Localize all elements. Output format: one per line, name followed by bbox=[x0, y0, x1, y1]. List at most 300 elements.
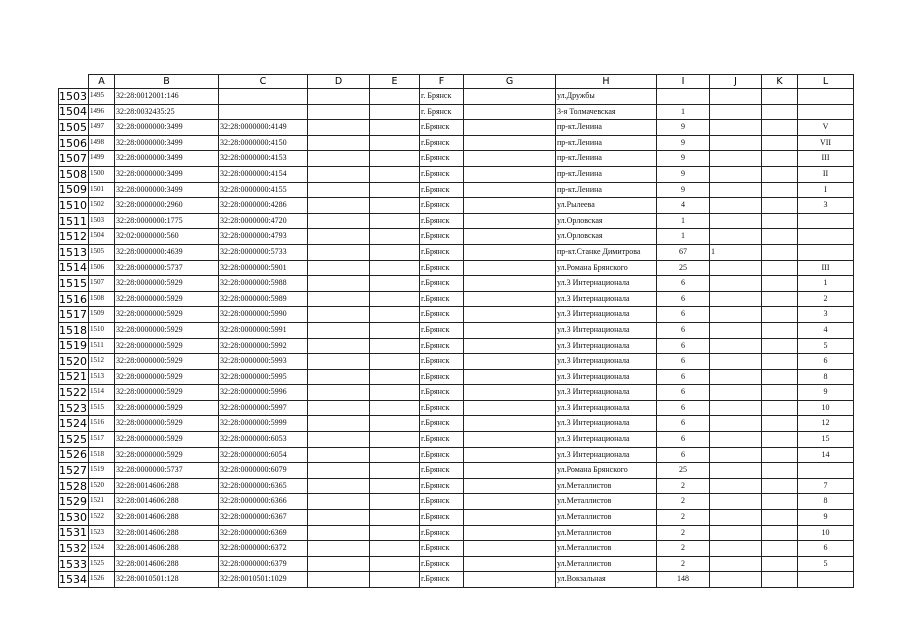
cell-g[interactable] bbox=[464, 166, 556, 182]
cell-f[interactable]: г.Брянск bbox=[420, 276, 464, 292]
cell-i[interactable]: 2 bbox=[657, 478, 710, 494]
cell-k[interactable] bbox=[762, 494, 798, 510]
cell-e[interactable] bbox=[370, 525, 420, 541]
cell-d[interactable] bbox=[308, 447, 370, 463]
cell-i[interactable]: 9 bbox=[657, 166, 710, 182]
cell-l[interactable]: V bbox=[798, 120, 854, 136]
cell-h[interactable]: пр-кт.Ленина bbox=[556, 120, 657, 136]
cell-a[interactable]: 1526 bbox=[89, 572, 115, 588]
cell-j[interactable] bbox=[710, 198, 762, 214]
cell-g[interactable] bbox=[464, 400, 556, 416]
cell-h[interactable]: ул.3 Интернационала bbox=[556, 307, 657, 323]
cell-g[interactable] bbox=[464, 572, 556, 588]
cell-f[interactable]: г.Брянск bbox=[420, 307, 464, 323]
cell-f[interactable]: г.Брянск bbox=[420, 400, 464, 416]
cell-j[interactable] bbox=[710, 151, 762, 167]
select-all-corner[interactable] bbox=[59, 75, 89, 89]
cell-k[interactable] bbox=[762, 291, 798, 307]
cell-k[interactable] bbox=[762, 276, 798, 292]
cell-b[interactable]: 32:28:0000000:5929 bbox=[115, 447, 219, 463]
cell-f[interactable]: г.Брянск bbox=[420, 354, 464, 370]
row-header[interactable]: 1505 bbox=[59, 120, 87, 134]
cell-e[interactable] bbox=[370, 572, 420, 588]
cell-i[interactable]: 6 bbox=[657, 447, 710, 463]
cell-g[interactable] bbox=[464, 556, 556, 572]
cell-k[interactable] bbox=[762, 89, 798, 105]
cell-b[interactable]: 32:28:0000000:3499 bbox=[115, 166, 219, 182]
cell-c[interactable]: 32:28:0000000:4153 bbox=[219, 151, 308, 167]
row-header[interactable]: 1522 bbox=[59, 386, 87, 400]
cell-c[interactable]: 32:28:0000000:5988 bbox=[219, 276, 308, 292]
cell-g[interactable] bbox=[464, 354, 556, 370]
cell-h[interactable]: ул.3 Интернационала bbox=[556, 354, 657, 370]
cell-k[interactable] bbox=[762, 541, 798, 557]
cell-a[interactable]: 1499 bbox=[89, 151, 115, 167]
cell-a[interactable]: 1521 bbox=[89, 494, 115, 510]
cell-c[interactable]: 32:28:0000000:6366 bbox=[219, 494, 308, 510]
cell-b[interactable]: 32:28:0000000:3499 bbox=[115, 135, 219, 151]
column-header-f[interactable]: F bbox=[420, 75, 464, 89]
cell-e[interactable] bbox=[370, 494, 420, 510]
cell-b[interactable]: 32:28:0000000:5929 bbox=[115, 385, 219, 401]
cell-l[interactable]: 8 bbox=[798, 369, 854, 385]
cell-g[interactable] bbox=[464, 104, 556, 120]
cell-l[interactable]: 5 bbox=[798, 338, 854, 354]
cell-d[interactable] bbox=[308, 432, 370, 448]
cell-h[interactable]: ул.Металлистов bbox=[556, 494, 657, 510]
cell-i[interactable]: 9 bbox=[657, 135, 710, 151]
cell-j[interactable] bbox=[710, 338, 762, 354]
cell-l[interactable]: 15 bbox=[798, 432, 854, 448]
cell-b[interactable]: 32:28:0000000:5929 bbox=[115, 291, 219, 307]
row-header[interactable]: 1528 bbox=[59, 479, 87, 493]
cell-k[interactable] bbox=[762, 478, 798, 494]
cell-k[interactable] bbox=[762, 400, 798, 416]
cell-i[interactable]: 6 bbox=[657, 416, 710, 432]
cell-h[interactable]: ул.3 Интернационала bbox=[556, 385, 657, 401]
cell-j[interactable] bbox=[710, 322, 762, 338]
cell-f[interactable]: г.Брянск bbox=[420, 166, 464, 182]
row-header[interactable]: 1504 bbox=[59, 105, 87, 119]
cell-c[interactable]: 32:28:0000000:6369 bbox=[219, 525, 308, 541]
cell-b[interactable]: 32:28:0014606:288 bbox=[115, 494, 219, 510]
cell-c[interactable]: 32:28:0000000:6054 bbox=[219, 447, 308, 463]
cell-h[interactable]: ул.3 Интернационала bbox=[556, 432, 657, 448]
cell-e[interactable] bbox=[370, 307, 420, 323]
cell-b[interactable]: 32:28:0010501:128 bbox=[115, 572, 219, 588]
cell-i[interactable]: 6 bbox=[657, 354, 710, 370]
cell-e[interactable] bbox=[370, 447, 420, 463]
cell-k[interactable] bbox=[762, 463, 798, 479]
cell-d[interactable] bbox=[308, 291, 370, 307]
cell-j[interactable] bbox=[710, 120, 762, 136]
row-header[interactable]: 1533 bbox=[59, 557, 87, 571]
cell-e[interactable] bbox=[370, 556, 420, 572]
cell-h[interactable]: ул.3 Интернационала bbox=[556, 400, 657, 416]
cell-d[interactable] bbox=[308, 572, 370, 588]
cell-h[interactable]: ул.Дружбы bbox=[556, 89, 657, 105]
row-header[interactable]: 1520 bbox=[59, 354, 87, 368]
cell-l[interactable]: 2 bbox=[798, 291, 854, 307]
cell-d[interactable] bbox=[308, 338, 370, 354]
cell-b[interactable]: 32:28:0000000:2960 bbox=[115, 198, 219, 214]
cell-c[interactable]: 32:28:0000000:5991 bbox=[219, 322, 308, 338]
cell-j[interactable] bbox=[710, 260, 762, 276]
cell-e[interactable] bbox=[370, 400, 420, 416]
cell-j[interactable] bbox=[710, 447, 762, 463]
row-header[interactable]: 1516 bbox=[59, 292, 87, 306]
row-header[interactable]: 1527 bbox=[59, 464, 87, 478]
cell-g[interactable] bbox=[464, 369, 556, 385]
row-header[interactable]: 1529 bbox=[59, 495, 87, 509]
cell-c[interactable]: 32:28:0010501:1029 bbox=[219, 572, 308, 588]
cell-d[interactable] bbox=[308, 525, 370, 541]
cell-i[interactable]: 2 bbox=[657, 541, 710, 557]
cell-d[interactable] bbox=[308, 510, 370, 526]
cell-g[interactable] bbox=[464, 135, 556, 151]
column-header-c[interactable]: C bbox=[219, 75, 308, 89]
cell-k[interactable] bbox=[762, 307, 798, 323]
cell-g[interactable] bbox=[464, 120, 556, 136]
cell-a[interactable]: 1525 bbox=[89, 556, 115, 572]
cell-l[interactable]: 7 bbox=[798, 478, 854, 494]
cell-i[interactable]: 148 bbox=[657, 572, 710, 588]
cell-h[interactable]: пр-кт.Станке Димитрова bbox=[556, 244, 657, 260]
cell-k[interactable] bbox=[762, 244, 798, 260]
cell-k[interactable] bbox=[762, 447, 798, 463]
cell-f[interactable]: г.Брянск bbox=[420, 229, 464, 245]
cell-l[interactable]: 3 bbox=[798, 198, 854, 214]
cell-f[interactable]: г.Брянск bbox=[420, 291, 464, 307]
cell-f[interactable]: г.Брянск bbox=[420, 213, 464, 229]
cell-c[interactable]: 32:28:0000000:5996 bbox=[219, 385, 308, 401]
cell-b[interactable]: 32:28:0014606:288 bbox=[115, 541, 219, 557]
cell-l[interactable] bbox=[798, 104, 854, 120]
cell-l[interactable] bbox=[798, 572, 854, 588]
cell-b[interactable]: 32:28:0000000:5737 bbox=[115, 260, 219, 276]
row-header[interactable]: 1518 bbox=[59, 323, 87, 337]
cell-h[interactable]: ул.Металлистов bbox=[556, 525, 657, 541]
cell-f[interactable]: г.Брянск bbox=[420, 432, 464, 448]
cell-g[interactable] bbox=[464, 182, 556, 198]
column-header-l[interactable]: L bbox=[798, 75, 854, 89]
cell-a[interactable]: 1514 bbox=[89, 385, 115, 401]
cell-d[interactable] bbox=[308, 151, 370, 167]
cell-f[interactable]: г.Брянск bbox=[420, 494, 464, 510]
cell-f[interactable]: г.Брянск bbox=[420, 510, 464, 526]
cell-i[interactable]: 6 bbox=[657, 385, 710, 401]
cell-l[interactable]: 1 bbox=[798, 276, 854, 292]
cell-h[interactable]: ул.3 Интернационала bbox=[556, 291, 657, 307]
cell-g[interactable] bbox=[464, 541, 556, 557]
cell-c[interactable]: 32:28:0000000:4793 bbox=[219, 229, 308, 245]
cell-e[interactable] bbox=[370, 244, 420, 260]
cell-i[interactable]: 6 bbox=[657, 276, 710, 292]
cell-a[interactable]: 1502 bbox=[89, 198, 115, 214]
cell-d[interactable] bbox=[308, 556, 370, 572]
cell-a[interactable]: 1511 bbox=[89, 338, 115, 354]
row-header[interactable]: 1515 bbox=[59, 276, 87, 290]
column-header-j[interactable]: J bbox=[710, 75, 762, 89]
cell-j[interactable] bbox=[710, 307, 762, 323]
cell-h[interactable]: ул.Орловская bbox=[556, 213, 657, 229]
cell-f[interactable]: г.Брянск bbox=[420, 198, 464, 214]
cell-c[interactable]: 32:28:0000000:4150 bbox=[219, 135, 308, 151]
cell-c[interactable]: 32:28:0000000:6365 bbox=[219, 478, 308, 494]
cell-h[interactable]: пр-кт.Ленина bbox=[556, 135, 657, 151]
cell-f[interactable]: г.Брянск bbox=[420, 369, 464, 385]
row-header[interactable]: 1534 bbox=[59, 573, 87, 587]
cell-a[interactable]: 1517 bbox=[89, 432, 115, 448]
cell-a[interactable]: 1522 bbox=[89, 510, 115, 526]
cell-a[interactable]: 1520 bbox=[89, 478, 115, 494]
cell-l[interactable] bbox=[798, 229, 854, 245]
cell-b[interactable]: 32:28:0000000:5929 bbox=[115, 400, 219, 416]
cell-g[interactable] bbox=[464, 416, 556, 432]
cell-e[interactable] bbox=[370, 229, 420, 245]
cell-g[interactable] bbox=[464, 307, 556, 323]
row-header[interactable]: 1525 bbox=[59, 432, 87, 446]
cell-b[interactable]: 32:28:0014606:288 bbox=[115, 556, 219, 572]
cell-f[interactable]: г.Брянск bbox=[420, 260, 464, 276]
row-header[interactable]: 1531 bbox=[59, 526, 87, 540]
cell-c[interactable]: 32:28:0000000:4720 bbox=[219, 213, 308, 229]
cell-a[interactable]: 1496 bbox=[89, 104, 115, 120]
cell-a[interactable]: 1516 bbox=[89, 416, 115, 432]
row-header[interactable]: 1509 bbox=[59, 183, 87, 197]
cell-a[interactable]: 1504 bbox=[89, 229, 115, 245]
cell-k[interactable] bbox=[762, 354, 798, 370]
cell-j[interactable] bbox=[710, 400, 762, 416]
cell-c[interactable]: 32:28:0000000:5997 bbox=[219, 400, 308, 416]
cell-e[interactable] bbox=[370, 541, 420, 557]
cell-h[interactable]: ул.Рылеева bbox=[556, 198, 657, 214]
cell-i[interactable] bbox=[657, 89, 710, 105]
cell-f[interactable]: г.Брянск bbox=[420, 244, 464, 260]
cell-j[interactable] bbox=[710, 369, 762, 385]
cell-e[interactable] bbox=[370, 463, 420, 479]
cell-k[interactable] bbox=[762, 369, 798, 385]
cell-l[interactable]: III bbox=[798, 260, 854, 276]
cell-e[interactable] bbox=[370, 322, 420, 338]
cell-d[interactable] bbox=[308, 354, 370, 370]
cell-l[interactable]: 6 bbox=[798, 354, 854, 370]
cell-l[interactable]: 3 bbox=[798, 307, 854, 323]
cell-h[interactable]: ул.Вокзальная bbox=[556, 572, 657, 588]
cell-k[interactable] bbox=[762, 510, 798, 526]
cell-l[interactable]: II bbox=[798, 166, 854, 182]
cell-d[interactable] bbox=[308, 478, 370, 494]
cell-h[interactable]: ул.Металлистов bbox=[556, 541, 657, 557]
cell-e[interactable] bbox=[370, 213, 420, 229]
cell-d[interactable] bbox=[308, 385, 370, 401]
cell-b[interactable]: 32:28:0000000:5929 bbox=[115, 276, 219, 292]
cell-l[interactable]: 6 bbox=[798, 541, 854, 557]
cell-g[interactable] bbox=[464, 260, 556, 276]
cell-e[interactable] bbox=[370, 89, 420, 105]
cell-a[interactable]: 1505 bbox=[89, 244, 115, 260]
cell-c[interactable]: 32:28:0000000:5901 bbox=[219, 260, 308, 276]
cell-j[interactable] bbox=[710, 463, 762, 479]
cell-a[interactable]: 1512 bbox=[89, 354, 115, 370]
cell-l[interactable]: 4 bbox=[798, 322, 854, 338]
cell-d[interactable] bbox=[308, 213, 370, 229]
cell-d[interactable] bbox=[308, 89, 370, 105]
cell-c[interactable]: 32:28:0000000:5995 bbox=[219, 369, 308, 385]
cell-j[interactable] bbox=[710, 166, 762, 182]
row-header[interactable]: 1506 bbox=[59, 136, 87, 150]
cell-d[interactable] bbox=[308, 541, 370, 557]
row-header[interactable]: 1517 bbox=[59, 308, 87, 322]
row-header[interactable]: 1524 bbox=[59, 417, 87, 431]
cell-k[interactable] bbox=[762, 135, 798, 151]
cell-c[interactable]: 32:28:0000000:6379 bbox=[219, 556, 308, 572]
cell-a[interactable]: 1503 bbox=[89, 213, 115, 229]
cell-d[interactable] bbox=[308, 494, 370, 510]
cell-l[interactable] bbox=[798, 463, 854, 479]
row-header[interactable]: 1532 bbox=[59, 542, 87, 556]
row-header[interactable]: 1507 bbox=[59, 152, 87, 166]
cell-b[interactable]: 32:28:0000000:5929 bbox=[115, 338, 219, 354]
cell-d[interactable] bbox=[308, 104, 370, 120]
cell-l[interactable]: 9 bbox=[798, 385, 854, 401]
cell-g[interactable] bbox=[464, 385, 556, 401]
cell-d[interactable] bbox=[308, 135, 370, 151]
cell-h[interactable]: ул.3 Интернационала bbox=[556, 416, 657, 432]
cell-i[interactable]: 2 bbox=[657, 525, 710, 541]
cell-j[interactable] bbox=[710, 510, 762, 526]
cell-f[interactable]: г.Брянск bbox=[420, 447, 464, 463]
row-header[interactable]: 1511 bbox=[59, 214, 87, 228]
cell-g[interactable] bbox=[464, 244, 556, 260]
cell-d[interactable] bbox=[308, 400, 370, 416]
cell-j[interactable] bbox=[710, 354, 762, 370]
cell-a[interactable]: 1501 bbox=[89, 182, 115, 198]
cell-g[interactable] bbox=[464, 229, 556, 245]
cell-f[interactable]: г.Брянск bbox=[420, 182, 464, 198]
cell-d[interactable] bbox=[308, 260, 370, 276]
cell-i[interactable]: 6 bbox=[657, 338, 710, 354]
cell-k[interactable] bbox=[762, 572, 798, 588]
cell-g[interactable] bbox=[464, 525, 556, 541]
cell-i[interactable]: 6 bbox=[657, 400, 710, 416]
cell-a[interactable]: 1509 bbox=[89, 307, 115, 323]
column-header-e[interactable]: E bbox=[370, 75, 420, 89]
cell-k[interactable] bbox=[762, 151, 798, 167]
cell-c[interactable]: 32:28:0000000:6372 bbox=[219, 541, 308, 557]
cell-i[interactable]: 2 bbox=[657, 494, 710, 510]
row-header[interactable]: 1530 bbox=[59, 510, 87, 524]
cell-e[interactable] bbox=[370, 135, 420, 151]
cell-a[interactable]: 1515 bbox=[89, 400, 115, 416]
cell-j[interactable] bbox=[710, 541, 762, 557]
cell-j[interactable] bbox=[710, 432, 762, 448]
cell-l[interactable] bbox=[798, 89, 854, 105]
cell-d[interactable] bbox=[308, 120, 370, 136]
cell-l[interactable] bbox=[798, 244, 854, 260]
row-header[interactable]: 1519 bbox=[59, 339, 87, 353]
cell-f[interactable]: г.Брянск bbox=[420, 416, 464, 432]
column-header-i[interactable]: I bbox=[657, 75, 710, 89]
cell-a[interactable]: 1506 bbox=[89, 260, 115, 276]
cell-h[interactable]: ул.Романа Брянского bbox=[556, 463, 657, 479]
cell-k[interactable] bbox=[762, 182, 798, 198]
cell-k[interactable] bbox=[762, 120, 798, 136]
cell-b[interactable]: 32:28:0014606:288 bbox=[115, 510, 219, 526]
cell-b[interactable]: 32:28:0000000:5929 bbox=[115, 416, 219, 432]
cell-c[interactable]: 32:28:0000000:4286 bbox=[219, 198, 308, 214]
cell-h[interactable]: ул.3 Интернационала bbox=[556, 447, 657, 463]
row-header[interactable]: 1526 bbox=[59, 448, 87, 462]
cell-d[interactable] bbox=[308, 276, 370, 292]
cell-k[interactable] bbox=[762, 166, 798, 182]
cell-g[interactable] bbox=[464, 291, 556, 307]
cell-g[interactable] bbox=[464, 432, 556, 448]
cell-h[interactable]: ул.3 Интернационала bbox=[556, 276, 657, 292]
cell-j[interactable] bbox=[710, 213, 762, 229]
cell-g[interactable] bbox=[464, 89, 556, 105]
cell-i[interactable]: 9 bbox=[657, 120, 710, 136]
cell-g[interactable] bbox=[464, 494, 556, 510]
cell-h[interactable]: 3-я Толмачевская bbox=[556, 104, 657, 120]
cell-i[interactable]: 1 bbox=[657, 213, 710, 229]
cell-l[interactable]: 10 bbox=[798, 525, 854, 541]
cell-k[interactable] bbox=[762, 432, 798, 448]
cell-b[interactable]: 32:28:0014606:288 bbox=[115, 478, 219, 494]
cell-b[interactable]: 32:02:0000000:560 bbox=[115, 229, 219, 245]
cell-g[interactable] bbox=[464, 447, 556, 463]
cell-b[interactable]: 32:28:0000000:3499 bbox=[115, 151, 219, 167]
cell-i[interactable]: 6 bbox=[657, 322, 710, 338]
cell-i[interactable]: 9 bbox=[657, 182, 710, 198]
cell-f[interactable]: г.Брянск bbox=[420, 572, 464, 588]
cell-g[interactable] bbox=[464, 213, 556, 229]
cell-k[interactable] bbox=[762, 385, 798, 401]
cell-h[interactable]: пр-кт.Ленина bbox=[556, 166, 657, 182]
cell-a[interactable]: 1498 bbox=[89, 135, 115, 151]
cell-h[interactable]: ул.Металлистов bbox=[556, 510, 657, 526]
cell-e[interactable] bbox=[370, 291, 420, 307]
cell-i[interactable]: 25 bbox=[657, 260, 710, 276]
cell-h[interactable]: ул.Металлистов bbox=[556, 478, 657, 494]
cell-h[interactable]: ул.Романа Брянского bbox=[556, 260, 657, 276]
cell-b[interactable]: 32:28:0000000:5929 bbox=[115, 432, 219, 448]
row-header[interactable]: 1513 bbox=[59, 245, 87, 259]
cell-j[interactable] bbox=[710, 385, 762, 401]
cell-a[interactable]: 1500 bbox=[89, 166, 115, 182]
cell-b[interactable]: 32:28:0000000:3499 bbox=[115, 182, 219, 198]
cell-f[interactable]: г.Брянск bbox=[420, 135, 464, 151]
cell-e[interactable] bbox=[370, 369, 420, 385]
cell-f[interactable]: г.Брянск bbox=[420, 120, 464, 136]
cell-g[interactable] bbox=[464, 510, 556, 526]
cell-a[interactable]: 1519 bbox=[89, 463, 115, 479]
cell-b[interactable]: 32:28:0000000:5929 bbox=[115, 354, 219, 370]
cell-j[interactable] bbox=[710, 182, 762, 198]
cell-c[interactable] bbox=[219, 89, 308, 105]
cell-e[interactable] bbox=[370, 338, 420, 354]
cell-c[interactable]: 32:28:0000000:5993 bbox=[219, 354, 308, 370]
cell-k[interactable] bbox=[762, 556, 798, 572]
row-header[interactable]: 1503 bbox=[59, 89, 87, 103]
cell-b[interactable]: 32:28:0000000:4639 bbox=[115, 244, 219, 260]
cell-h[interactable]: пр-кт.Ленина bbox=[556, 151, 657, 167]
cell-j[interactable] bbox=[710, 104, 762, 120]
cell-c[interactable]: 32:28:0000000:5992 bbox=[219, 338, 308, 354]
cell-c[interactable]: 32:28:0000000:6367 bbox=[219, 510, 308, 526]
cell-b[interactable]: 32:28:0032435:25 bbox=[115, 104, 219, 120]
column-header-h[interactable]: H bbox=[556, 75, 657, 89]
